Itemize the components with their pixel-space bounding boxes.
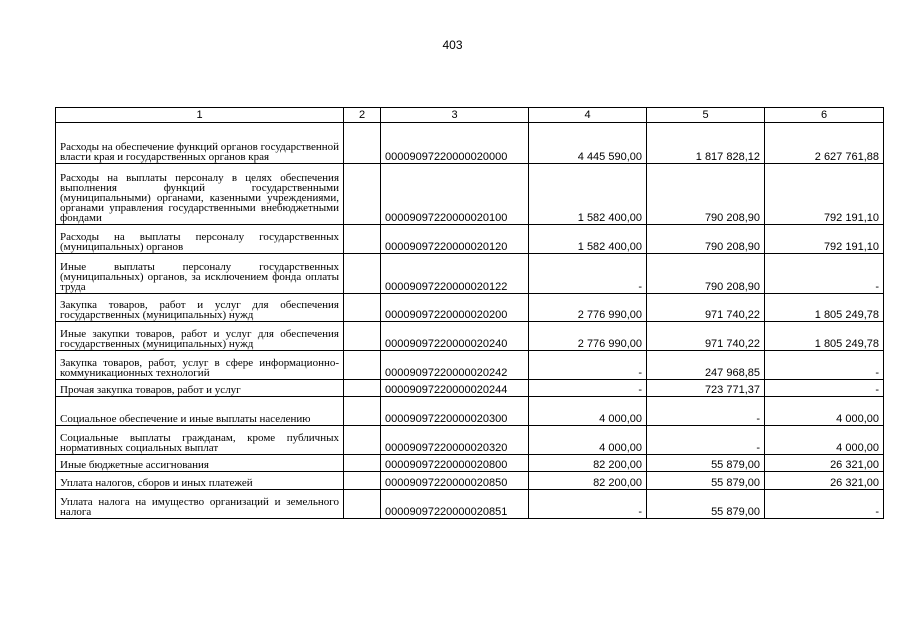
table-row	[56, 322, 884, 351]
table-row	[56, 426, 884, 455]
row-code: 00009097220000020120	[381, 225, 529, 254]
table-header-row	[56, 108, 884, 123]
table-row	[56, 123, 884, 164]
header-col-1: 1	[56, 108, 344, 123]
row-name: Уплата налога на имущество организаций и земельного налога	[56, 490, 344, 519]
row-name: Иные закупки товаров, работ и услуг для обеспечения государственных (муниципальных) нужд	[56, 322, 344, 351]
row-value-4: 2 776 990,00	[529, 294, 647, 322]
row-name: Расходы на обеспечение функций органов государственной власти края и государственных органов края	[56, 123, 344, 164]
row-name: Социальное обеспечение и иные выплаты населению	[56, 397, 344, 426]
row-col2	[344, 455, 381, 472]
row-value-4: 4 445 590,00	[529, 123, 647, 164]
row-value-5: 723 771,37	[647, 380, 765, 397]
row-col2	[344, 490, 381, 519]
table-row	[56, 294, 884, 322]
row-value-5: 55 879,00	[647, 455, 765, 472]
row-code: 00009097220000020800	[381, 455, 529, 472]
row-col2	[344, 472, 381, 490]
row-value-4: 4 000,00	[529, 426, 647, 455]
row-value-6: 1 805 249,78	[765, 322, 884, 351]
budget-table	[55, 107, 884, 519]
row-value-4: 2 776 990,00	[529, 322, 647, 351]
row-code: 00009097220000020200	[381, 294, 529, 322]
row-col2	[344, 397, 381, 426]
row-code: 00009097220000020122	[381, 254, 529, 294]
row-code: 00009097220000020300	[381, 397, 529, 426]
table-row	[56, 472, 884, 490]
header-col-2: 2	[344, 108, 381, 123]
row-col2	[344, 164, 381, 225]
table-row	[56, 490, 884, 519]
row-value-5: 247 968,85	[647, 351, 765, 380]
row-value-6: 4 000,00	[765, 426, 884, 455]
table-row	[56, 164, 884, 225]
row-value-4: 4 000,00	[529, 397, 647, 426]
row-value-6: 26 321,00	[765, 455, 884, 472]
row-code: 00009097220000020100	[381, 164, 529, 225]
table-row	[56, 455, 884, 472]
row-col2	[344, 225, 381, 254]
table-row	[56, 380, 884, 397]
table-row	[56, 225, 884, 254]
header-col-4: 4	[529, 108, 647, 123]
row-value-5: 790 208,90	[647, 225, 765, 254]
row-value-4: -	[529, 490, 647, 519]
row-value-6: -	[765, 351, 884, 380]
row-code: 00009097220000020320	[381, 426, 529, 455]
row-name: Иные бюджетные ассигнования	[56, 455, 344, 472]
header-col-5: 5	[647, 108, 765, 123]
row-value-4: 1 582 400,00	[529, 225, 647, 254]
row-value-4: -	[529, 254, 647, 294]
row-value-5: 971 740,22	[647, 294, 765, 322]
page-number: 403	[442, 38, 463, 52]
row-value-6: 1 805 249,78	[765, 294, 884, 322]
row-name: Социальные выплаты гражданам, кроме публичных нормативных социальных выплат	[56, 426, 344, 455]
row-name: Закупка товаров, работ и услуг для обеспечения государственных (муниципальных) нужд	[56, 294, 344, 322]
row-value-5: 790 208,90	[647, 254, 765, 294]
row-value-5: 55 879,00	[647, 490, 765, 519]
row-value-6: 4 000,00	[765, 397, 884, 426]
row-value-5: 971 740,22	[647, 322, 765, 351]
row-code: 00009097220000020240	[381, 322, 529, 351]
row-value-5: 55 879,00	[647, 472, 765, 490]
row-value-6: 792 191,10	[765, 164, 884, 225]
row-value-5: 1 817 828,12	[647, 123, 765, 164]
row-name: Иные выплаты персоналу государственных (муниципальных) органов, за исключением фонда оплаты труда	[56, 254, 344, 294]
row-col2	[344, 123, 381, 164]
table-row	[56, 397, 884, 426]
row-value-6: 792 191,10	[765, 225, 884, 254]
row-name: Расходы на выплаты персоналу государственных (муниципальных) органов	[56, 225, 344, 254]
row-value-5: -	[647, 397, 765, 426]
row-code: 00009097220000020244	[381, 380, 529, 397]
row-value-6: -	[765, 254, 884, 294]
row-value-4: -	[529, 351, 647, 380]
row-col2	[344, 351, 381, 380]
row-code: 00009097220000020242	[381, 351, 529, 380]
header-col-3: 3	[381, 108, 529, 123]
table-row	[56, 254, 884, 294]
row-value-4: 1 582 400,00	[529, 164, 647, 225]
row-name: Закупка товаров, работ, услуг в сфере информационно-коммуникационных технологий	[56, 351, 344, 380]
row-value-6: 2 627 761,88	[765, 123, 884, 164]
row-col2	[344, 426, 381, 455]
row-value-5: 790 208,90	[647, 164, 765, 225]
row-value-4: 82 200,00	[529, 472, 647, 490]
table-row	[56, 351, 884, 380]
row-value-6: 26 321,00	[765, 472, 884, 490]
row-name: Прочая закупка товаров, работ и услуг	[56, 380, 344, 397]
row-value-6: -	[765, 380, 884, 397]
row-value-4: 82 200,00	[529, 455, 647, 472]
row-name: Уплата налогов, сборов и иных платежей	[56, 472, 344, 490]
row-value-4: -	[529, 380, 647, 397]
row-col2	[344, 254, 381, 294]
row-code: 00009097220000020850	[381, 472, 529, 490]
row-col2	[344, 322, 381, 351]
row-code: 00009097220000020000	[381, 123, 529, 164]
row-col2	[344, 294, 381, 322]
row-name: Расходы на выплаты персоналу в целях обеспечения выполнения функций государственными (муниципальными) органами, казенными учреждениями, органами управления государственными внебюджетными фондами	[56, 164, 344, 225]
header-col-6: 6	[765, 108, 884, 123]
row-value-5: -	[647, 426, 765, 455]
row-col2	[344, 380, 381, 397]
row-value-6: -	[765, 490, 884, 519]
row-code: 00009097220000020851	[381, 490, 529, 519]
